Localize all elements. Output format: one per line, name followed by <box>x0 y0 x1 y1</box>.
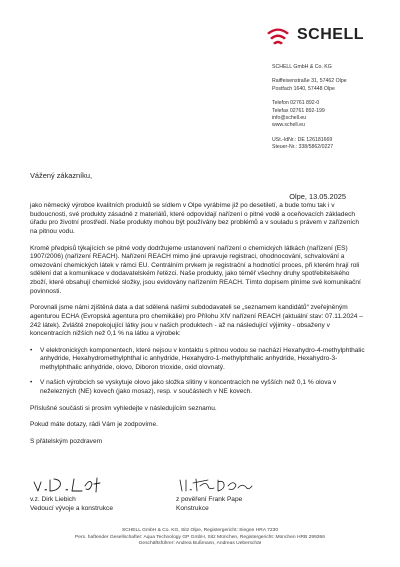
handwritten-signature-left <box>30 474 110 496</box>
letter-date: Olpe, 13.05.2025 <box>289 192 346 201</box>
sender-website[interactable]: www.schell.eu <box>272 122 305 129</box>
signatory-left-role: Vedoucí vývoje a konstrukce <box>30 505 113 512</box>
company-logo <box>265 24 364 46</box>
sender-street: Raiffeisenstraße 31, 57462 Olpe <box>272 78 347 85</box>
sender-address-block <box>272 64 392 152</box>
signatory-left-name: v.z. Dirk Liebich <box>30 496 76 503</box>
sender-company: SCHELL GmbH & Co. KG <box>272 64 332 70</box>
signatory-right-role: Konstrukce <box>176 505 209 512</box>
footer-line: Geschäftsführer: Andrea Bußmann, Andreas Ueberschär <box>138 541 262 547</box>
closing-greeting: S přátelským pozdravem <box>30 438 103 446</box>
exceptions-list <box>30 347 368 396</box>
sender-phone: Telefon 02761 892-0 <box>272 100 320 107</box>
sender-fax: Telefax 02761 892-199 <box>272 107 325 114</box>
sender-tax-number: Steuer-Nr.: 338/5862/0227 <box>272 144 334 151</box>
sender-vat-id: USt.-IdNr.: DE 126181669 <box>272 136 333 143</box>
signatory-right-name: z pověření Frank Pape <box>176 496 243 503</box>
footer-line: SCHELL GmbH & Co. KG, Sitz Olpe, Registergericht: Siegen HRA 7230 <box>121 528 279 533</box>
paragraph-echa: Porovnali jsme námi zjištěná data a dat sdělená našimi subdodavateli se „seznamem kandidátů“ zveřejněným agenturou ECHA (Evropská agentura pro chemikálie) pro Přílohu XIV nařízení REACH (aktuální stav: 07.11.2024 – 242 látek). Zvláště znepokojující látky jsou v našich produktech - až na následující výjimky - obsaženy v koncentracích nižších než 0,1 % na látku a výrobek: <box>30 304 363 338</box>
signature-right <box>176 474 256 496</box>
salutation: Vážený zákazníku, <box>30 171 93 180</box>
sender-email[interactable]: info@schell.eu <box>272 115 307 122</box>
letter-body <box>30 202 368 455</box>
sender-postbox: Postfach 1640, 57448 Olpe <box>272 85 335 92</box>
paragraph-components: Příslušné součásti si prosím vyhledejte v následujícím seznamu. <box>30 404 217 412</box>
paragraph-questions: Pokud máte dotazy, rádi Vám je zodpovíme. <box>30 421 158 429</box>
legal-footer <box>0 528 400 548</box>
paragraph-intro: jako německý výrobce kvalitních produktů se sídlem v Olpe vyrábíme již po desetiletí, a bude tomu tak i v budoucnosti, své produkty zásadně z materiálů, které odpovídají nařízení o pitné vodě a oceňovacích základech úřadu pro životní prostředí. Naše produkty mohou být používány bez problémů a v souladu s právem v zařízeních na pitnou vodu. <box>30 202 359 235</box>
signature-left <box>30 474 110 496</box>
list-item: • V našich výrobcích se vyskytuje olovo jako složka slitiny v koncentracích ne vyšších než 0,1 % olova v neželezných (NE) kovech (jako mosaz), resp. v součástech v NE kovech. <box>30 379 368 396</box>
footer-line: Pers. haftender Gesellschafter: Aqua Technology GP GmbH, Sitz München, Registergericht: München HRB 299366 <box>75 534 325 540</box>
paragraph-reach: Kromě předpisů týkajících se pitné vody dodržujeme ustanovení nařízení o chemických látkách (nařízení (ES) 1907/2006) (nařízení REACH). Nařízení REACH mimo jiné upravuje registraci, ohodnocování, schvalování a omezování chemických látek v rámci EU. Centrálním prvkem je registrační a hodnotící proces, při kterém hrají roli sdělení dat a komunikace v dodavatelském řetězci. Naše produkty, jako téměř všechny druhy spotřebitelského zboží, které obsahují chemické složky, jsou evidovány nařízením REACH. Tímto dopisem plníme své komunikační povinnosti. <box>30 244 361 295</box>
handwritten-signature-right <box>176 474 256 496</box>
logo-mark-icon <box>265 25 291 45</box>
logo-wordmark: SCHELL <box>297 26 364 43</box>
list-item: • V elektronických komponentech, které nejsou v kontaktu s pitnou vodou se nachází Hexahydro-4-methylphthalic anhydride, Hexahydromethylphthal ic anhydride, Hexahydro-1-methylphthalic anhydride, Hexahydro-3-methylphthalic anhydride, olovo, Diboron trioxide, oxid olovnatý. <box>30 347 368 373</box>
